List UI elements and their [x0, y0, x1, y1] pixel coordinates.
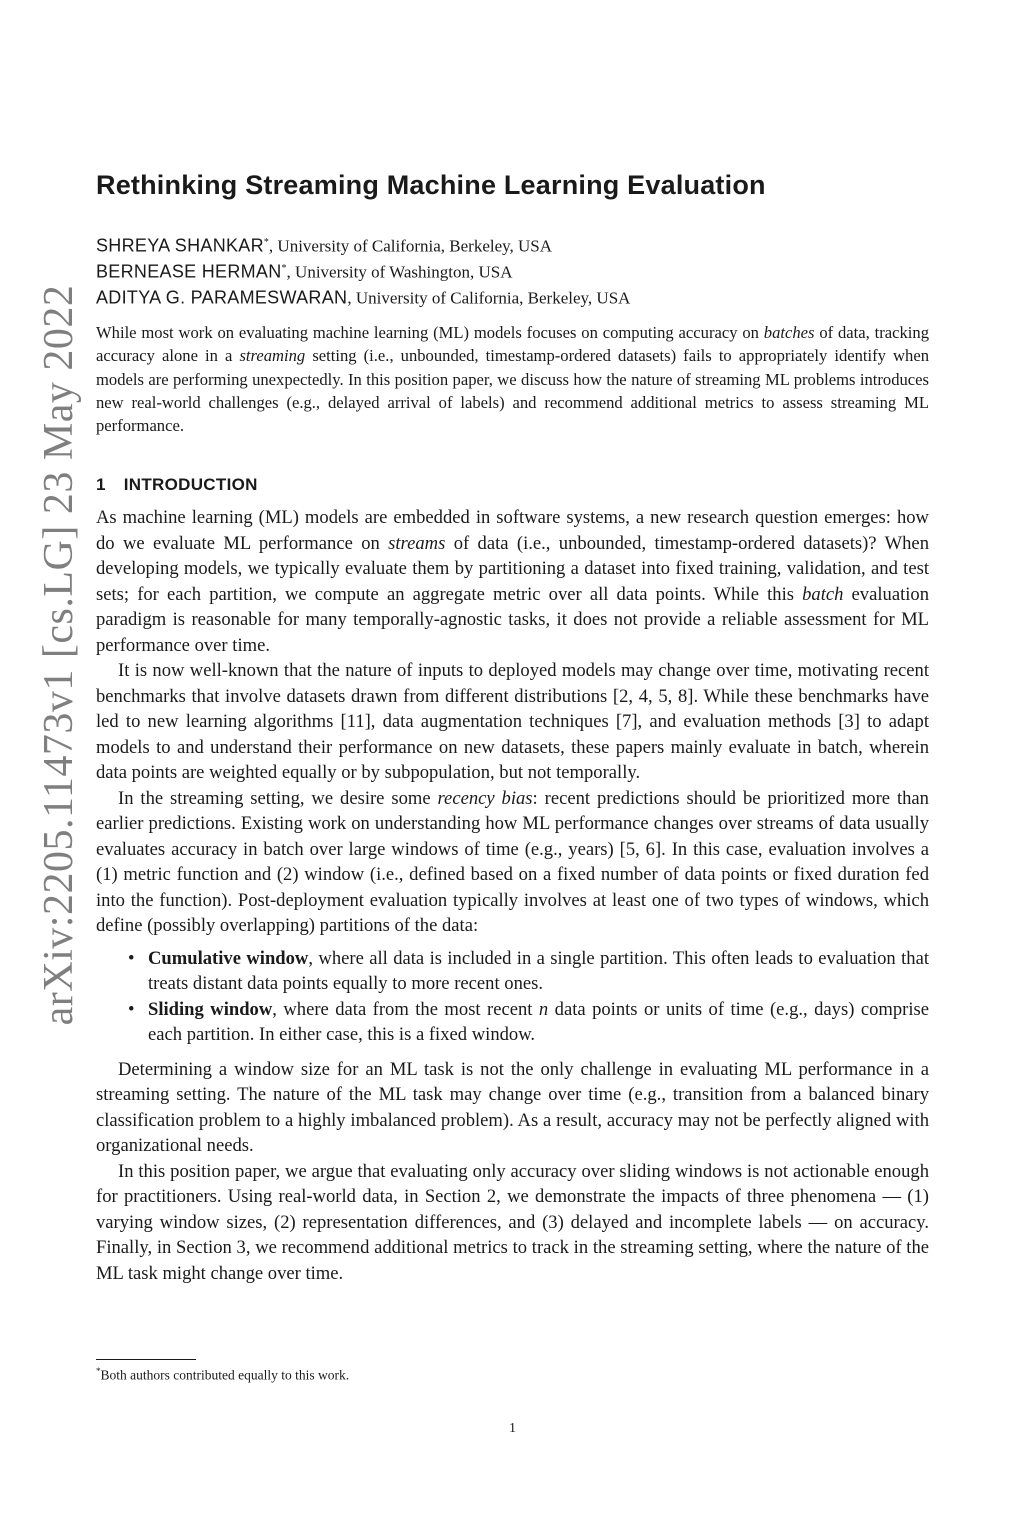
author-mark: *: [281, 263, 287, 274]
author-name: ADITYA G. PARAMESWARAN: [96, 287, 348, 308]
section-title: INTRODUCTION: [123, 475, 258, 494]
list-item-term: Cumulative window: [148, 947, 309, 969]
list-item: [128, 997, 930, 1048]
author-entry: [96, 282, 630, 308]
author-mark: *: [263, 237, 269, 248]
paragraph-text: : recent predictions should be prioritized more than earlier predictions. Existing work on understanding how ML performance changes over streams of data usually evaluates accuracy in batch over large windows of time (e.g., years) [5, 6]. In this case, evaluation involves a (1) metric function and (2) window (i.e., defined based on a fixed number of data points or fixed duration fed into the function). Post-deployment evaluation typically involves at least one of two types of windows, which define (possibly overlapping) partitions of the data:: [96, 787, 929, 936]
bullet-icon: •: [128, 947, 135, 969]
paragraph-text: evaluation paradigm is reasonable for many temporally-agnostic tasks, it does not provide a reliable assessment for ML performance over time.: [96, 583, 929, 656]
author-name: SHREYA SHANKAR: [96, 235, 264, 256]
author-affiliation: , University of California, Berkeley, USA: [347, 288, 631, 308]
footnote-mark: *: [96, 1366, 101, 1376]
paragraph-text: As machine learning (ML) models are embedded in software systems, a new research question emerges: how do we evaluate ML performance on: [96, 507, 929, 554]
list-item-emphasis: n: [538, 998, 549, 1020]
paragraph: It is now well-known that the nature of inputs to deployed models may change over time, motivating recent benchmarks that involve datasets drawn from different distributions [2, 4, 5, 8]. While these benchmarks have led to new learning algorithms [11], data augmentation techniques [7], and evaluation methods [3] to adapt models to and understand their performance on new datasets, these papers mainly evaluate in batch, wherein data points are weighted equally or by subpopulation, but not temporally.: [96, 660, 929, 783]
window-types-list: [96, 946, 929, 1048]
paragraph: [96, 505, 929, 658]
paper-title: Rethinking Streaming Machine Learning Evaluation: [96, 170, 766, 200]
page-number: 1: [509, 1421, 516, 1436]
paragraph: In this position paper, we argue that evaluating only accuracy over sliding windows is not actionable enough for practitioners. Using real-world data, in Section 2, we demonstrate the impacts of three phenomena — (1) varying window sizes, (2) representation differences, and (3) delayed and incomplete labels — on accuracy. Finally, in Section 3, we recommend additional metrics to track in the streaming setting, where the nature of the ML task might change over time.: [96, 1160, 929, 1284]
author-list: [96, 230, 630, 308]
section-body: [96, 505, 929, 1286]
list-item-text: , where all data is included in a single partition. This often leads to evaluation that treats distant data points equally to more recent ones.: [148, 947, 929, 994]
abstract-text: setting (i.e., unbounded, timestamp-ordered datasets) fails to appropriately identify when models are performing unexpectedly. In this position paper, we discuss how the nature of streaming ML problems introduces new real-world challenges (e.g., delayed arrival of labels) and recommend additional metrics to assess streaming ML performance.: [96, 346, 929, 436]
footnote: [96, 1366, 349, 1384]
abstract-emphasis: streaming: [239, 346, 306, 366]
paragraph-text: of data (i.e., unbounded, timestamp-ordered datasets)? When developing models, we typically evaluate them by partitioning a dataset into fixed training, validation, and test sets; for each partition, we compute an aggregate metric over all data points. While this: [96, 532, 929, 605]
paragraph: [96, 786, 929, 939]
list-item-text: , where data from the most recent: [272, 998, 539, 1020]
bullet-icon: •: [128, 998, 135, 1020]
section-heading: [96, 475, 258, 495]
author-entry: [96, 256, 630, 282]
paragraph-emphasis: recency bias: [437, 787, 533, 809]
paragraph: Determining a window size for an ML task is not the only challenge in evaluating ML performance in a streaming setting. The nature of the ML task may change over time (e.g., transition from a balanced binary classification problem to a highly imbalanced problem). As a result, accuracy may not be perfectly aligned with organizational needs.: [96, 1058, 929, 1156]
paragraph-emphasis: streams: [388, 532, 446, 554]
footnote-text: Both authors contributed equally to this work.: [100, 1367, 350, 1383]
list-item: [128, 946, 929, 997]
abstract: [96, 321, 929, 437]
paragraph-text: In the streaming setting, we desire some: [118, 787, 438, 809]
arxiv-identifier: arXiv:2205.11473v1 [cs.LG] 23 May 2022: [36, 284, 82, 1026]
paragraph-emphasis: batch: [802, 583, 844, 605]
section-number: 1: [96, 475, 106, 494]
footnote-divider: [96, 1359, 196, 1360]
author-affiliation: , University of California, Berkeley, USA: [268, 236, 553, 256]
list-item-text: data points or units of time (e.g., days) comprise each partition. In either case, this is a fixed window.: [148, 998, 930, 1045]
arxiv-sidebar: [28, 280, 90, 1030]
abstract-text: While most work on evaluating machine learning (ML) models focuses on computing accuracy on: [96, 323, 764, 342]
author-name: BERNEASE HERMAN: [96, 261, 282, 282]
abstract-emphasis: batches: [763, 323, 815, 342]
abstract-text: of data, tracking accuracy alone in a: [96, 323, 930, 366]
list-item-term: Sliding window: [148, 998, 273, 1020]
author-entry: [96, 230, 630, 256]
author-affiliation: , University of Washington, USA: [286, 262, 513, 282]
